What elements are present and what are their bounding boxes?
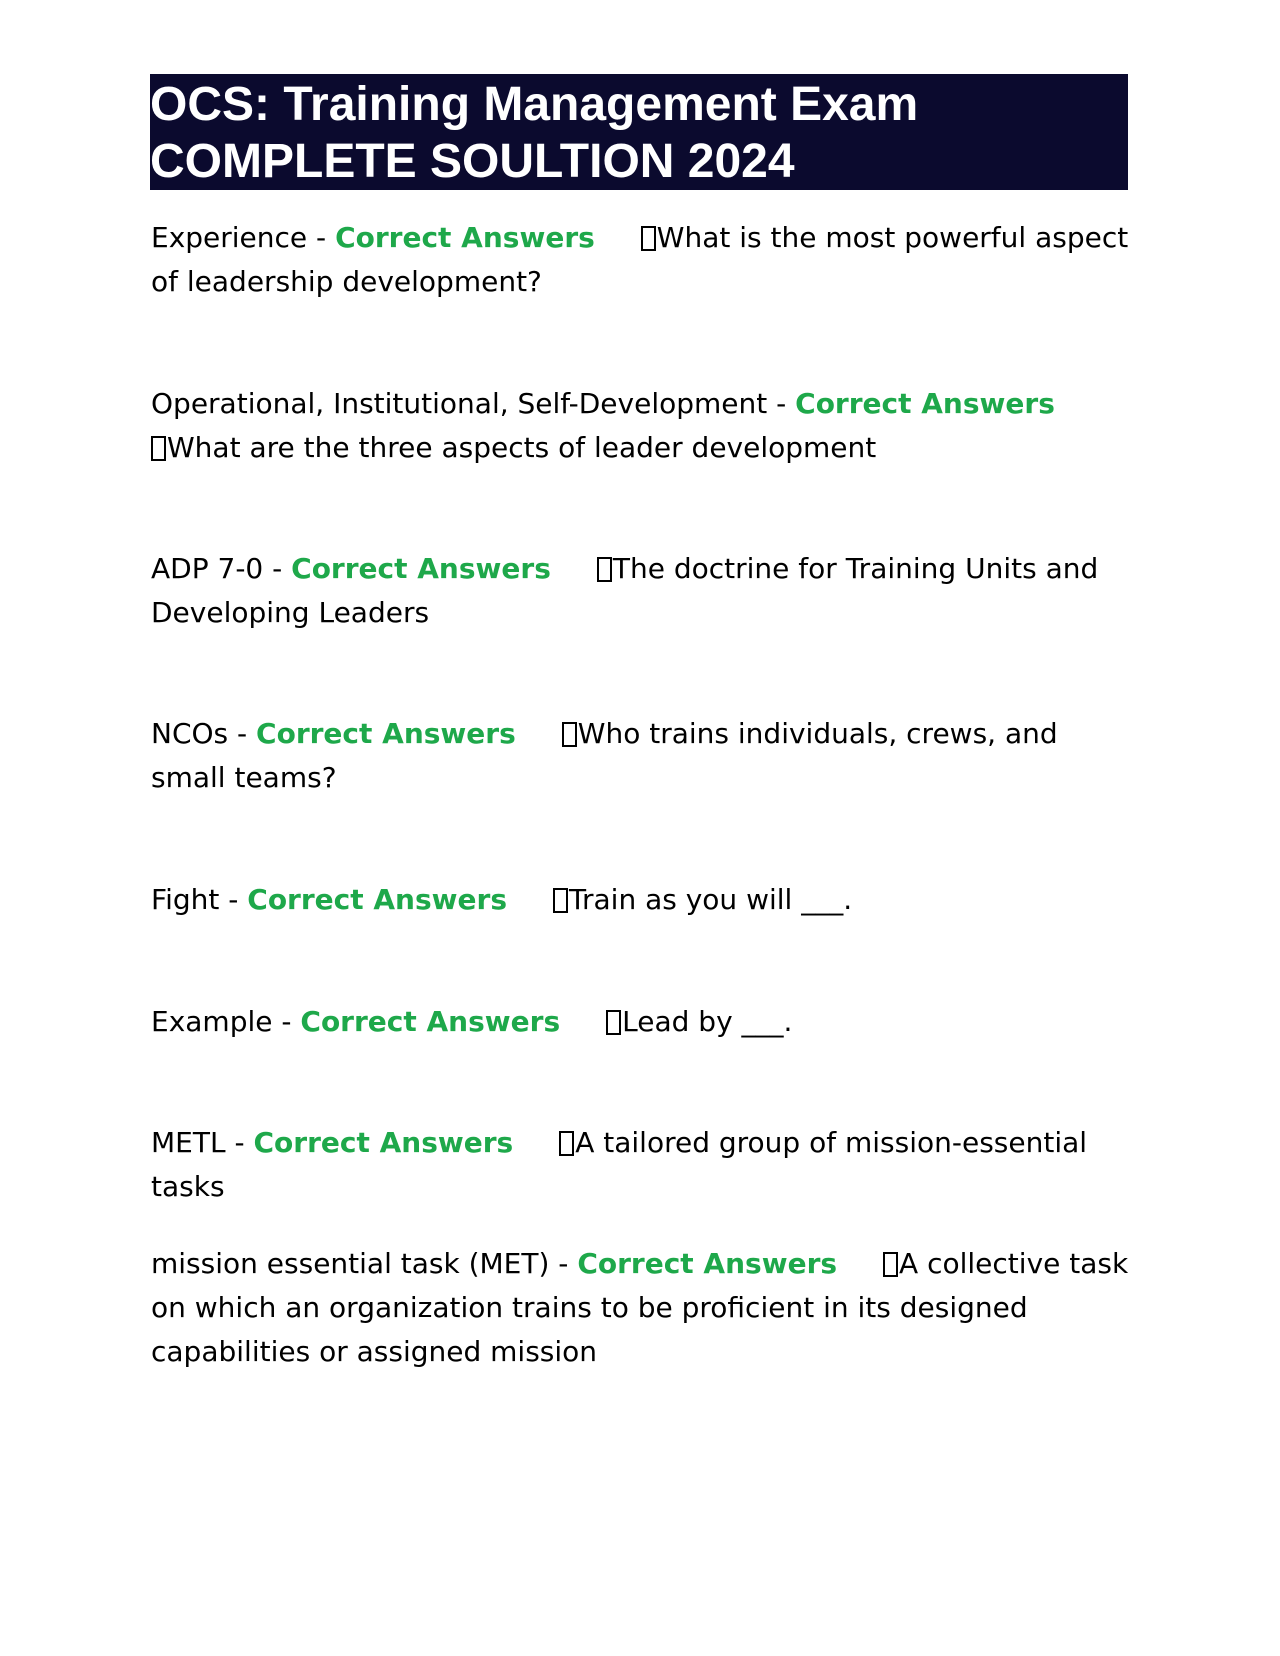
qa-question: A tailored group of mission-essential tasks — [151, 1126, 1088, 1203]
correct-answers-label: Correct Answers — [577, 1247, 838, 1280]
correct-answers-label: Correct Answers — [247, 883, 507, 916]
document-title-line-1: OCS: Training Management Exam — [150, 78, 919, 131]
qa-question: Train as you will ___. — [569, 883, 853, 916]
correct-answers-label: Correct Answers — [253, 1126, 514, 1159]
checkbox-glyph-icon — [553, 888, 568, 913]
document-title-line-2: COMPLETE SOULTION 2024 — [150, 135, 795, 188]
qa-question: What are the three aspects of leader development — [167, 431, 877, 464]
qa-item — [151, 382, 1141, 470]
qa-question: Who trains individuals, crews, and small teams? — [151, 717, 1058, 794]
checkbox-glyph-icon — [559, 1131, 574, 1156]
qa-separator: - — [219, 883, 248, 916]
checkbox-glyph-icon — [641, 226, 656, 251]
qa-separator: - — [549, 1247, 578, 1280]
qa-term: Fight — [151, 883, 220, 916]
qa-item — [151, 878, 1141, 922]
qa-term: ADP 7-0 — [151, 552, 264, 585]
qa-item — [151, 1000, 1141, 1044]
qa-term: mission essential task (MET) — [151, 1247, 550, 1280]
qa-separator: - — [225, 1126, 254, 1159]
qa-separator: - — [767, 387, 796, 420]
qa-item — [151, 712, 1141, 800]
qa-question: Lead by ___. — [622, 1005, 793, 1038]
qa-item — [151, 1121, 1141, 1209]
qa-question: A collective task on which an organization trains to be proficient in its designed capabilities or assigned mission — [151, 1247, 1129, 1368]
checkbox-glyph-icon — [562, 722, 577, 747]
qa-separator: - — [272, 1005, 301, 1038]
correct-answers-label: Correct Answers — [335, 221, 595, 254]
checkbox-glyph-icon — [606, 1010, 621, 1035]
qa-term: METL — [151, 1126, 226, 1159]
qa-term: Operational, Institutional, Self-Development — [151, 387, 768, 420]
checkbox-glyph-icon — [883, 1252, 898, 1277]
qa-separator: - — [307, 221, 336, 254]
qa-item — [151, 547, 1141, 635]
correct-answers-label: Correct Answers — [256, 717, 516, 750]
checkbox-glyph-icon — [597, 557, 612, 582]
qa-separator: - — [228, 717, 257, 750]
correct-answers-label: Correct Answers — [795, 387, 1055, 420]
qa-question: The doctrine for Training Units and Developing Leaders — [151, 552, 1099, 629]
checkbox-glyph-icon — [151, 436, 166, 461]
qa-separator: - — [263, 552, 292, 585]
qa-term: NCOs — [151, 717, 229, 750]
qa-term: Example — [151, 1005, 273, 1038]
qa-item — [151, 1242, 1141, 1374]
qa-item — [151, 216, 1141, 304]
correct-answers-label: Correct Answers — [300, 1005, 561, 1038]
qa-question: What is the most powerful aspect of leadership development? — [151, 221, 1129, 298]
document-title-banner — [150, 74, 1128, 190]
correct-answers-label: Correct Answers — [291, 552, 551, 585]
qa-term: Experience — [151, 221, 308, 254]
